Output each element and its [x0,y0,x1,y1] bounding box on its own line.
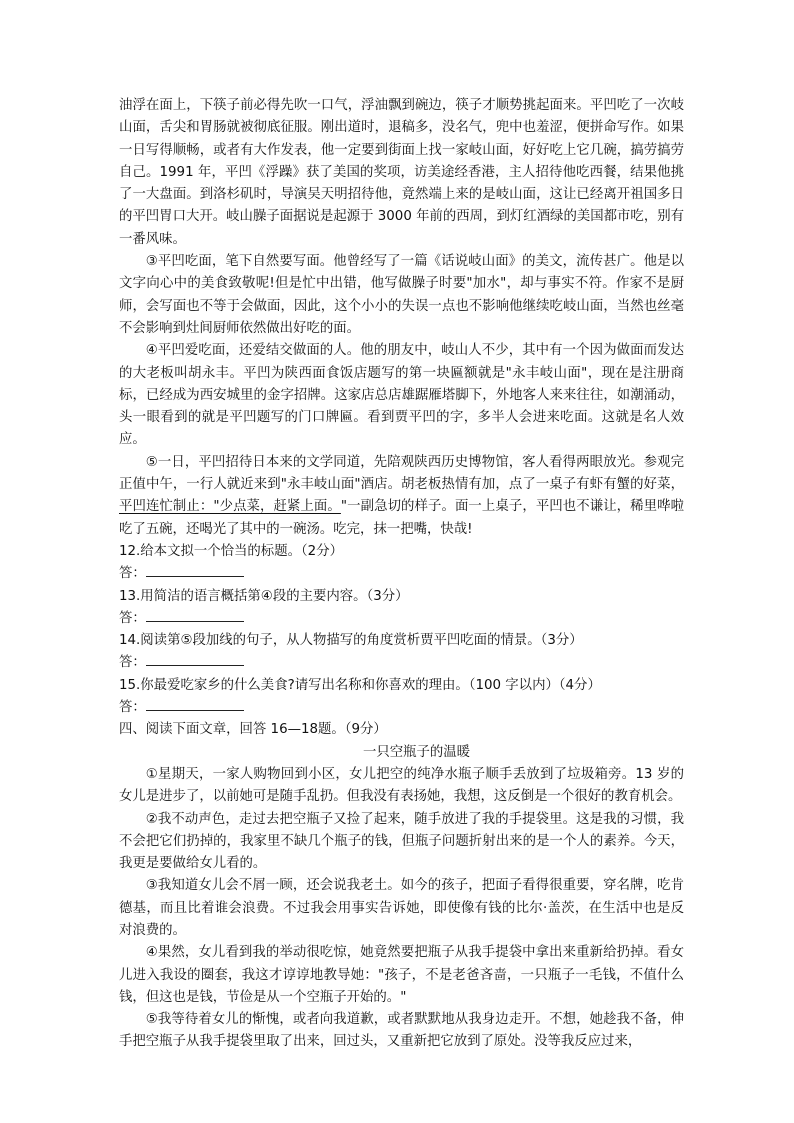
answer-12 [119,563,684,585]
article-paragraph-3: ③我知道女儿会不屑一顾，还会说我老土。如今的孩子，把面子看得很重要，穿名牌，吃肯德基，而且比着谁会浪费。不过我会用事实告诉她，即使像有钱的比尔·盖茨，在生活中也是反对浪费的。 [119,878,684,938]
article-title: 一只空瓶子的温暖 [362,744,471,760]
question-15: 15.你最爱吃家乡的什么美食?请写出名称和你喜欢的理由。（100 字以内）（4分） [119,677,601,693]
article-paragraph-1: ①星期天，一家人购物回到小区，女儿把空的纯净水瓶子顺手丢放到了垃圾箱旁。13 岁的女儿是进步了，以前她可是随手乱扔。但我没有表扬她，我想，这反倒是一个很好的教育机会。 [119,766,684,805]
answer-blank-13[interactable] [146,608,244,622]
answer-blank-12[interactable] [146,563,244,577]
underlined-sentence-1: 平凹连忙制止："少点菜， [119,499,274,515]
answer-15 [119,697,684,719]
passage-paragraph-5 [119,452,684,541]
answer-label: 答： [119,566,146,582]
paragraph-5-text-a: ⑤一日，平凹招待日本来的文学同道，先陪观陕西历史博物馆，客人看得两眼放光。参观完正值中午，一行人就近来到"永丰岐山面"酒店。胡老板热情有加，点了一桌子有虾有蟹的好菜， [119,454,684,493]
answer-14 [119,652,684,674]
passage-paragraph-3: ③平凹吃面，笔下自然要写面。他曾经写了一篇《话说岐山面》的美文，流传甚广。他是以文字向心中的美食致敬呢!但是忙中出错，他写做臊子时要"加水"，却与事实不符。作家不是厨师，会写面也不等于会做面，因此，这个小小的失误一点也不影响他继续吃岐山面，当然也丝毫不会影响到灶间厨师依然做出好吃的面。 [119,254,684,336]
passage-paragraph-4: ④平凹爱吃面，还爱结交做面的人。他的朋友中，岐山人不少，其中有一个因为做面而发达的大老板叫胡永丰。平凹为陕西面食饭店题写的第一块匾额就是"永丰岐山面"，现在是注册商标，已经成为西安城里的金字招牌。这家店总店雄踞雁塔脚下，外地客人来来往往，如潮涌动，头一眼看到的就是平凹题写的门口牌匾。看到贾平凹的字，多半人会进来吃面。这就是名人效应。 [119,343,684,448]
article-paragraph-5: ⑤我等待着女儿的惭愧，或者向我道歉，或者默默地从我身边走开。不想，她趁我不备，伸手把空瓶子从我手提袋里取了出来，回过头，又重新把它放到了原处。没等我反应过来， [119,1012,684,1050]
answer-label: 答： [119,700,146,716]
document-page [119,95,684,1054]
question-14: 14.阅读第⑤段加线的句子，从人物描写的角度赏析贾平凹吃面的情景。（3分） [119,633,583,649]
answer-blank-15[interactable] [146,697,244,711]
answer-blank-14[interactable] [146,652,244,666]
paragraph-5-text-b: "一副急切的样子。面一上桌子，平凹也不谦让，稀里哗啦吃了五碗，还喝光了其中的一碗汤。吃完，抹一把嘴，快哉! [119,499,684,537]
article-paragraph-2: ②我不动声色，走过去把空瓶子又捡了起来，随手放进了我的手提袋里。这是我的习惯，我不会把它们扔掉的，我家里不缺几个瓶子的钱，但瓶子问题折射出来的是一个人的素养。今天，我更是要做给女儿看的。 [119,811,684,872]
answer-label: 答： [119,655,146,671]
section-heading: 四、阅读下面文章，回答 16—18题。（9分） [119,722,387,738]
answer-label: 答： [119,610,146,626]
passage-paragraph-continued: 油浮在面上，下筷子前必得先吹一口气，浮油飘到碗边，筷子才顺势挑起面来。平凹吃了一次岐山面，舌尖和胃肠就被彻底征服。刚出道时，退稿多，没名气，兜中也羞涩，便拼命写作。如果一日写得顺畅，或者有大作发表，他一定要到街面上找一家岐山面，好好吃上它几碗，搞劳搞劳自己。1991 年，平凹《浮躁》获了美国的奖项，访美途经香港，主人招待他吃西餐，结果他挑了一大盘面。到洛杉矶时，导演吴天明招待他，竟然端上来的是岐山面，这让已经离开祖国多日的平凹胃口大开。岐山臊子面据说是起源于 3000 年前的西周，到灯红酒绿的美国都市吃，别有一番风味。 [119,98,684,247]
answer-13 [119,608,684,630]
question-12: 12.给本文拟一个恰当的标题。（2分） [119,543,343,559]
article-paragraph-4: ④果然，女儿看到我的举动很吃惊，她竟然要把瓶子从我手提袋中拿出来重新给扔掉。看女儿进入我设的圈套，我这才谆谆地教导她："孩子，不是老爸吝啬，一只瓶子一毛钱，不值什么钱，但这也是钱，节俭是从一个空瓶子开始的。" [119,945,684,1005]
underlined-sentence-2: 赶紧上面。 [273,499,341,515]
question-13: 13.用简洁的语言概括第④段的主要内容。（3分） [119,588,409,604]
